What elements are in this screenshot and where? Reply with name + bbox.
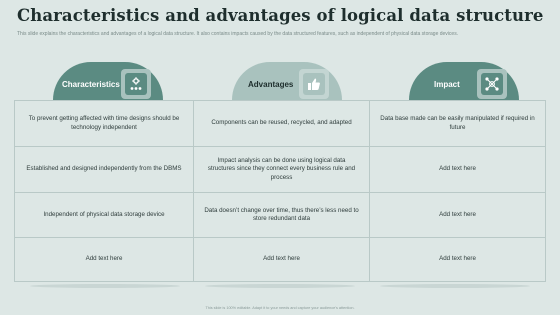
column-shadow xyxy=(205,284,355,288)
table-cell: Add text here xyxy=(194,238,370,281)
icon-box-advantages xyxy=(299,69,329,99)
icon-box-impact xyxy=(477,69,507,99)
thumbs-up-icon xyxy=(306,76,322,92)
column-shadow xyxy=(30,284,180,288)
footer-note: This slide is 100% editable. Adapt it to your needs and capture your audience's attention. xyxy=(205,306,355,310)
table-cell: Data doesn’t change over time, thus there’s less need to store redundant data xyxy=(194,193,370,238)
table-cell: Established and designed independently from the DBMS xyxy=(15,147,194,193)
comparison-table xyxy=(14,100,546,282)
tab-label-advantages: Advantages xyxy=(248,80,294,89)
tab-label-characteristics: Characteristics xyxy=(62,80,120,89)
network-icon xyxy=(484,76,500,92)
column-shadow xyxy=(380,284,530,288)
table-cell: Data base made can be easily manipulated if required in future xyxy=(370,101,545,147)
table-cell: Components can be reused, recycled, and adapted xyxy=(194,101,370,147)
tab-label-impact: Impact xyxy=(434,80,460,89)
table-cell: To prevent getting affected with time designs should be technology independent xyxy=(15,101,194,147)
icon-box-characteristics xyxy=(121,69,151,99)
slide-title: Characteristics and advantages of logical data structure xyxy=(17,6,544,25)
slide-subtitle: This slide explains the characteristics and advantages of a logical data structure. It also contains impacts caused by the data structured features, such as independent of physical data storage devices. xyxy=(17,31,459,37)
table-cell: Add text here xyxy=(370,193,545,238)
table-cell: Impact analysis can be done using logical data structures since they connect every business rule and process xyxy=(194,147,370,193)
table-cell: Independent of physical data storage device xyxy=(15,193,194,238)
table-cell: Add text here xyxy=(439,255,476,263)
table-cell: Add text here xyxy=(370,147,545,193)
gear-dots-icon xyxy=(128,76,144,92)
table-cell: Add text here xyxy=(15,238,194,281)
